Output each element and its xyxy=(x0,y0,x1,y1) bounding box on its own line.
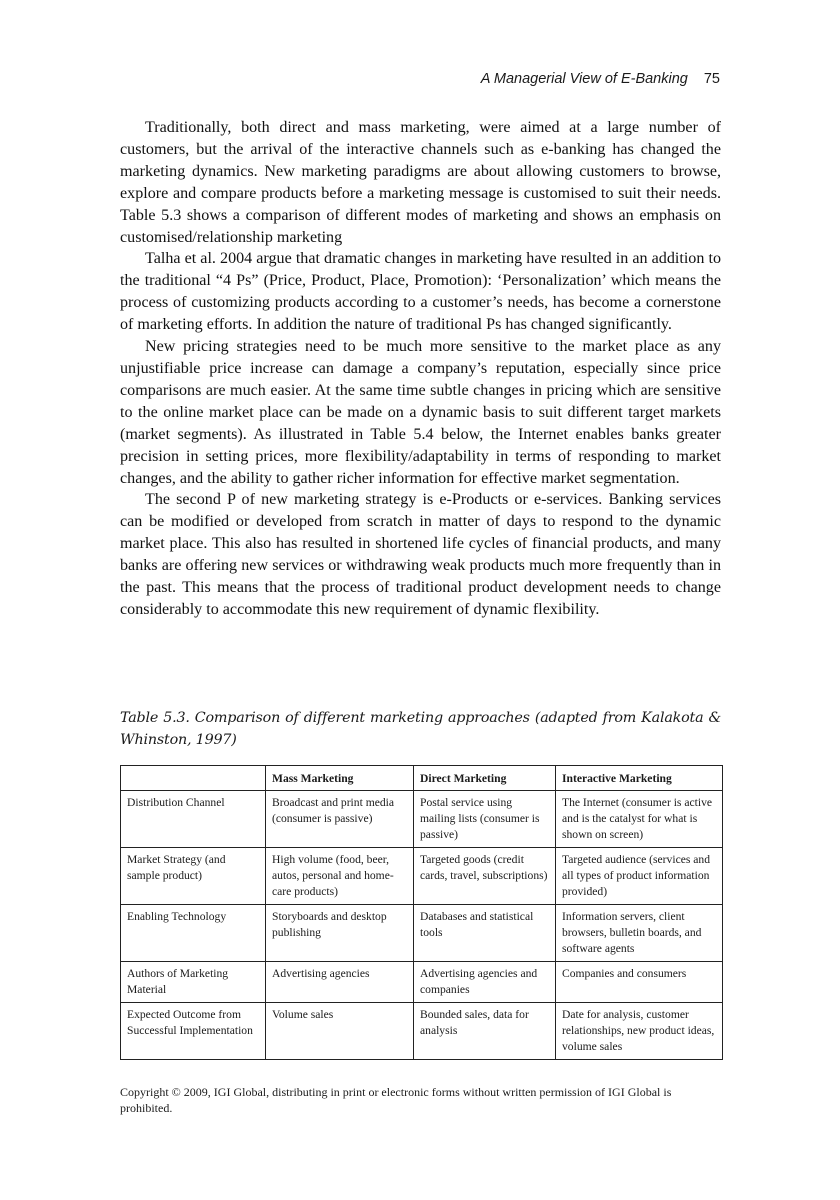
table-header-cell xyxy=(121,766,266,791)
table-cell: Bounded sales, data for analysis xyxy=(414,1003,556,1060)
table-row xyxy=(121,791,723,848)
table-cell: Date for analysis, customer relationships, new product ideas, volume sales xyxy=(556,1003,723,1060)
table-cell: Databases and statistical tools xyxy=(414,905,556,962)
table-cell: Advertising agencies and companies xyxy=(414,962,556,1003)
table-cell: Targeted goods (credit cards, travel, subscriptions) xyxy=(414,848,556,905)
table-cell: Broadcast and print media (consumer is passive) xyxy=(266,791,414,848)
table-header-cell: Direct Marketing xyxy=(414,766,556,791)
paragraph: The second P of new marketing strategy is e-Products or e-services. Banking services can be modified or developed from scratch in matter of days to respond to the dynamic market place. This also has resulted in shortened life cycles of financial products, and many banks are offering new services or withdrawing weak products much more frequently than in the past. This means that the process of traditional product development needs to change considerably to accommodate this new requirement of dynamic flexibility. xyxy=(120,491,721,618)
table-cell: Storyboards and desktop publishing xyxy=(266,905,414,962)
table-cell: Information servers, client browsers, bulletin boards, and software agents xyxy=(556,905,723,962)
table-caption: Table 5.3. Comparison of different marketing approaches (adapted from Kalakota & Whinston, 1997) xyxy=(120,710,721,748)
table-header-row xyxy=(121,766,723,791)
body-text xyxy=(120,117,721,621)
table-cell: Advertising agencies xyxy=(266,962,414,1003)
copyright-footer: Copyright © 2009, IGI Global, distributing in print or electronic forms without written permission of IGI Global is prohibited. xyxy=(120,1085,672,1115)
running-head-title: A Managerial View of E-Banking xyxy=(480,71,688,87)
table-row xyxy=(121,848,723,905)
page-number: 75 xyxy=(703,71,720,87)
comparison-table xyxy=(120,765,723,1060)
row-label: Market Strategy (and sample product) xyxy=(121,848,266,905)
table-cell: Companies and consumers xyxy=(556,962,723,1003)
row-label: Distribution Channel xyxy=(121,791,266,848)
paragraph: Traditionally, both direct and mass marketing, were aimed at a large number of customers, but the arrival of the interactive channels such as e-banking has changed the marketing dynamics. New marketing paradigms are about allowing customers to browse, explore and compare products before a marketing message is customised to suit their needs. Table 5.3 shows a comparison of different modes of marketing and shows an emphasis on customised/relationship marketing xyxy=(120,119,721,246)
table-header-cell: Mass Marketing xyxy=(266,766,414,791)
table-cell: Postal service using mailing lists (consumer is passive) xyxy=(414,791,556,848)
table-row xyxy=(121,962,723,1003)
table-cell: Volume sales xyxy=(266,1003,414,1060)
running-head xyxy=(120,71,720,87)
paragraph: Talha et al. 2004 argue that dramatic changes in marketing have resulted in an addition to the traditional “4 Ps” (Price, Product, Place, Promotion): ‘Personalization’ which means the process of customizing products according to a customer’s needs, has become a cornerstone of marketing efforts. In addition the nature of traditional Ps has changed significantly. xyxy=(120,250,721,334)
table-cell: Targeted audience (services and all types of product information provided) xyxy=(556,848,723,905)
row-label: Enabling Technology xyxy=(121,905,266,962)
paragraph: New pricing strategies need to be much more sensitive to the market place as any unjustifiable price increase can damage a company’s reputation, especially since price comparisons are much easier. At the same time subtle changes in pricing which are sensitive to the online market place can be made on a dynamic basis to suit different target markets (market segments). As illustrated in Table 5.4 below, the Internet enables banks greater precision in setting prices, more flexibility/adaptability in terms of responding to market changes, and the ability to gather richer information for effective market segmentation. xyxy=(120,338,721,487)
row-label: Authors of Marketing Material xyxy=(121,962,266,1003)
table-row xyxy=(121,1003,723,1060)
row-label: Expected Outcome from Successful Implementation xyxy=(121,1003,266,1060)
table-cell: The Internet (consumer is active and is the catalyst for what is shown on screen) xyxy=(556,791,723,848)
table-row xyxy=(121,905,723,962)
table-cell: High volume (food, beer, autos, personal and home-care products) xyxy=(266,848,414,905)
table-header-cell: Interactive Marketing xyxy=(556,766,723,791)
